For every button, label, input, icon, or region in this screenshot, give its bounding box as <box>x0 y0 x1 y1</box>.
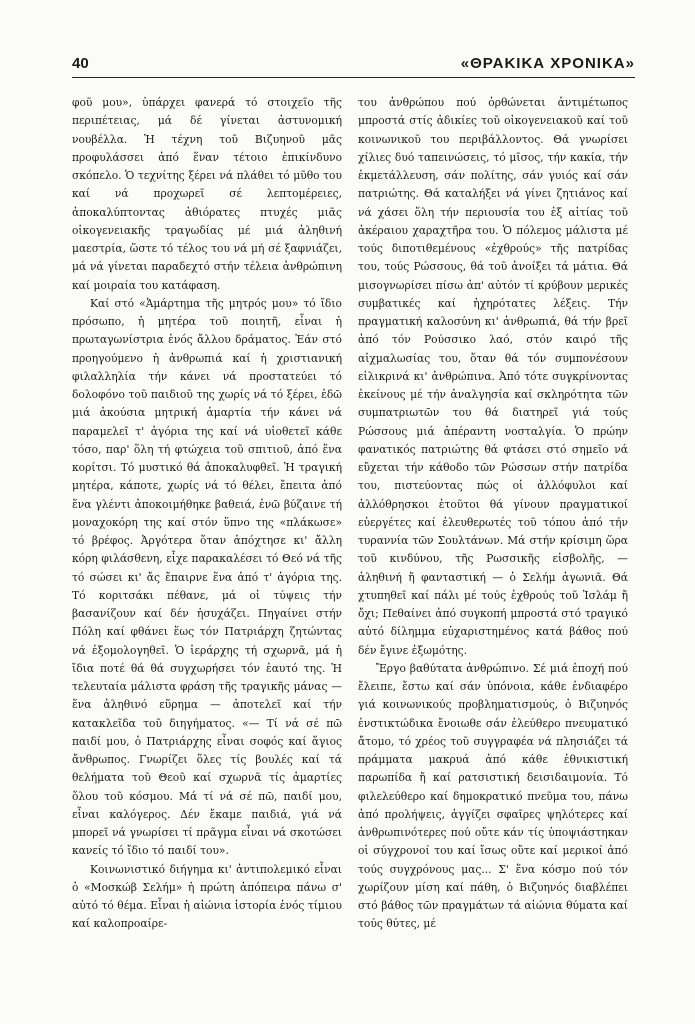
right-column <box>358 94 628 934</box>
header-rule <box>72 77 635 78</box>
paragraph: Κοινωνιστικό διήγημα κι' ἀντιπολεμικό εἶναι ὁ «Μοσκώβ Σελήμ» ἡ πρώτη ἀπόπειρα πάνω σ' αὐτό τό θέμα. Εἶναι ἡ αἰώνια ἱστορία ἑνός τίμιου καί καλοπροαίρε- <box>72 862 342 931</box>
page-header <box>72 55 635 77</box>
page-number: 40 <box>72 55 89 72</box>
paragraph: του ἀνθρώπου πού ὀρθώνεται ἀντιμέτωπος μπροστά στίς ἀδικίες τοῦ οἰκογενειακοῦ καί τοῦ κοινωνικοῦ του περιβάλλοντος. Θά γνωρίσει χίλιες δυό ταπεινώσεις, τό μῖσος, τήν κακία, τήν ἐκμετάλλευση, σάν πολίτης, σάν γυιός καί σάν πατριώτης. Θά καταλήξει νά γίνει ζητιάνος καί νά χάσει ὅλη τήν περιουσία του ἐξ αἰτίας τοῦ ἀκέραιου χαραχτῆρα του. Ὁ πόλεμος μάλιστα μέ τούς διποτιθεμένους «ἐχθρούς» τῆς πατρίδας του, τούς Ρώσσους, θά τοῦ ἀνοίξει τά μάτια. Θά μισογνωρίσει πίσω ἀπ' αὐτόν τί κρύβουν μερικές συμβατικές καί ἡχηρότατες λέξεις. Τήν πραγματική καλοσύνη κι' ἀνθρωπιά, θά τήν βρεῖ ἀπό τόν Ρούσσικο λαό, στόν καιρό τῆς αἰχμαλωσίας του, ὅταν θά τόν συμπονέσουν εἰλικρινά κι' ἀνθρώπινα. Ἀπό τότε συγκρίνοντας ἐκείνους μέ τήν ἀναλγησία καί σκληρότητα τῶν συμπατριωτῶν του θά διατηρεῖ γιά τούς Ρώσσους μιά ἀπέραντη νοσταλγία. Ὁ πρώην φανατικός πατριώτης θά φτάσει στό σημεῖο νά εὔχεται τήν κάθοδο τῶν Ρώσσων στήν πατρίδα του, πιστεύοντας πώς οἱ ἀλλόφυλοι καί ἀλλόθρησκοι ἐτοῦτοι θά γίνουν πραγματικοί εὐεργέτες καί ἐλευθερωτές τοῦ τόπου ἀπό τήν τυραννία τῶν Σουλτάνων. Μά στήν κρίσιμη ὥρα τοῦ κινδύνου, τῆς Ρωσσικῆς εἰσβολῆς, — ἀληθινή ἤ φανταστική — ὁ Σελήμ ἀγωνιᾶ. Θά χτυπηθεῖ καί πάλι μέ τούς ἐχθρούς τοῦ Ἰσλάμ ἤ ὄχι; Πεθαίνει ἀπό συγκοπή μπροστά στό τραγικό αὐτό δίλημμα εὐχαριστημένος κατά βάθος πού δέν ἔγινε ἐξωμότης. <box>358 96 628 657</box>
paragraph: Καί στό «Ἁμάρτημα τῆς μητρός μου» τό ἴδιο πρόσωπο, ἡ μητέρα τοῦ ποιητῆ, εἶναι ἡ πρωταγωνίστρια ἑνός ἄλλου δράματος. Ἐάν στό προηγούμενο ἡ ἀνθρωπιά καί ἡ χριστιανική φιλαλληλία τήν κάνει νά προστατεύει τό δολοφόνο τοῦ παιδιοῦ της χωρίς νά τό ξέρει, ἐδῶ μιά ἀκούσια μητρική ἁμαρτία τήν κάνει νά παραμελεῖ τ' ἀγόρια της καί νά υἱοθετεῖ κάθε τόσο, παρ' ὅλη τή φτώχεια τοῦ σπιτιοῦ, ἀπό ἕνα κορίτσι. Τό μυστικό θά ἀποκαλυφθεῖ. Ἡ τραγική μητέρα, κάποτε, χωρίς νά τό θέλει, ἔπειτα ἀπό ἕνα γλέντι ἀποκοιμήθηκε βαθειά, ἐνῶ βύζαινε τή μοναχοκόρη της καί στόν ὕπνο της «πλάκωσε» τό βρέφος. Ἀργότερα ὅταν ἀπόχτησε κι' ἄλλη κόρη φιλάσθενη, εἶχε παρακαλέσει τό Θεό νά τῆς τό σώσει κι' ἄς ἔπαιρνε ἕνα ἀπό τ' ἀγόρια της. Τό κοριτσάκι πέθανε, μά οἱ τύψεις τήν βασανίζουν καί δέν ἡσυχάζει. Πηγαίνει στήν Πόλη καί φθάνει ἕως τόν Πατριάρχη ζητώντας νά ἐξομολογηθεῖ. Ὁ ἱεράρχης τή σχωρνᾶ, μά ἡ ἴδια ποτέ θά θά συγχωρήσει τόν ἑαυτό της. Ἡ τελευταία μάλιστα φράση τῆς τραγικῆς μάνας — ἕνα ἀληθινό εὕρημα — ἀποτελεῖ καί τήν κατακλεῖδα τοῦ διηγήματος. «— Τί νά σέ πῶ παιδί μου, ὁ Πατριάρχης εἶναι σοφός καί ἅγιος ἄνθρωπος. Γνωρίζει ὅλες τίς βουλές καί τά θελήματα τοῦ Θεοῦ καί σχωρνᾶ τίς ἁμαρτίες ὅλου τοῦ κόσμου. Μά τί νά σέ πῶ, παιδί μου, εἶναι καλόγερος. Δέν ἔκαμε παιδιά, γιά νά μπορεῖ νά γνωρίσει τί πρᾶγμα εἶναι νά σκοτώσει κανείς τό ἴδιο τό παιδί του». <box>72 296 342 858</box>
paragraph: Ἔργο βαθύτατα ἀνθρώπινο. Σέ μιά ἐποχή πού ἔλειπε, ἔστω καί σάν ὑπόνοια, κάθε ἐνδιαφέρο γιά κοινωνικούς προβληματισμούς, ὁ Βιζυηνός ἐνστικτώδικα ἔνοιωθε σάν ἐλεύθερο πνευματικό ἄτομο, τό χρέος τοῦ συγγραφέα νά πλησιάζει τά πράμματα μακρυά ἀπό κάθε ἐθνικιστική παρωπίδα ἤ καί ρατσιστική δεισιδαιμονία. Τό φιλελεύθερο καί δημοκρατικό πνεῦμα του, πάνω ἀπό προλήψεις, ἀγγίζει σφαῖρες ψηλότερες καί ἀνθρωπινότερες πού οὔτε κάν τίς ὑποψιάστηκαν οἱ σύγχρονοί του καί ἴσως οὔτε καί μερικοί ἀπό τούς συγχρόνους μας... Σ' ἕνα κόσμο πού τόν χωρίζουν μίση καί πάθη, ὁ Βιζυηνός διαβλέπει στό βάθος τῶν πραγμάτων τά αἰώνια θύματα καί τούς θύτες, μέ <box>358 661 628 931</box>
paragraph: φοῦ μου», ὑπάρχει φανερά τό στοιχεῖο τῆς περιπέτειας, μά δέ γίνεται ἀστυνομική νουβέλλα. Ἡ τέχνη τοῦ Βιζυηνοῦ μᾶς προφυλάσσει ἀπό ἕναν τέτοιο ἐπικίνδυνο σκόπελο. Ὁ τεχνίτης ξέρει νά πλάθει τό μῦθο του καί νά προχωρεῖ σέ λεπτομέρειες, ἀποκαλύπτοντας ἀθιόρατες πτυχές μιᾶς οἰκογενειακῆς τραγωδίας μέ μιά ἀληθινή μαεστρία, ὥστε τό τέλος του νά μή σέ ξαφνιάζει, μά νά γίνεται παραδεχτό στήν τέλεια ἀνθρώπινη καί μοιραία του κατάφαση. <box>72 96 342 292</box>
journal-title: «ΘΡΑΚΙΚΑ ΧΡΟΝΙΚΑ» <box>460 55 635 72</box>
left-column <box>72 94 342 934</box>
